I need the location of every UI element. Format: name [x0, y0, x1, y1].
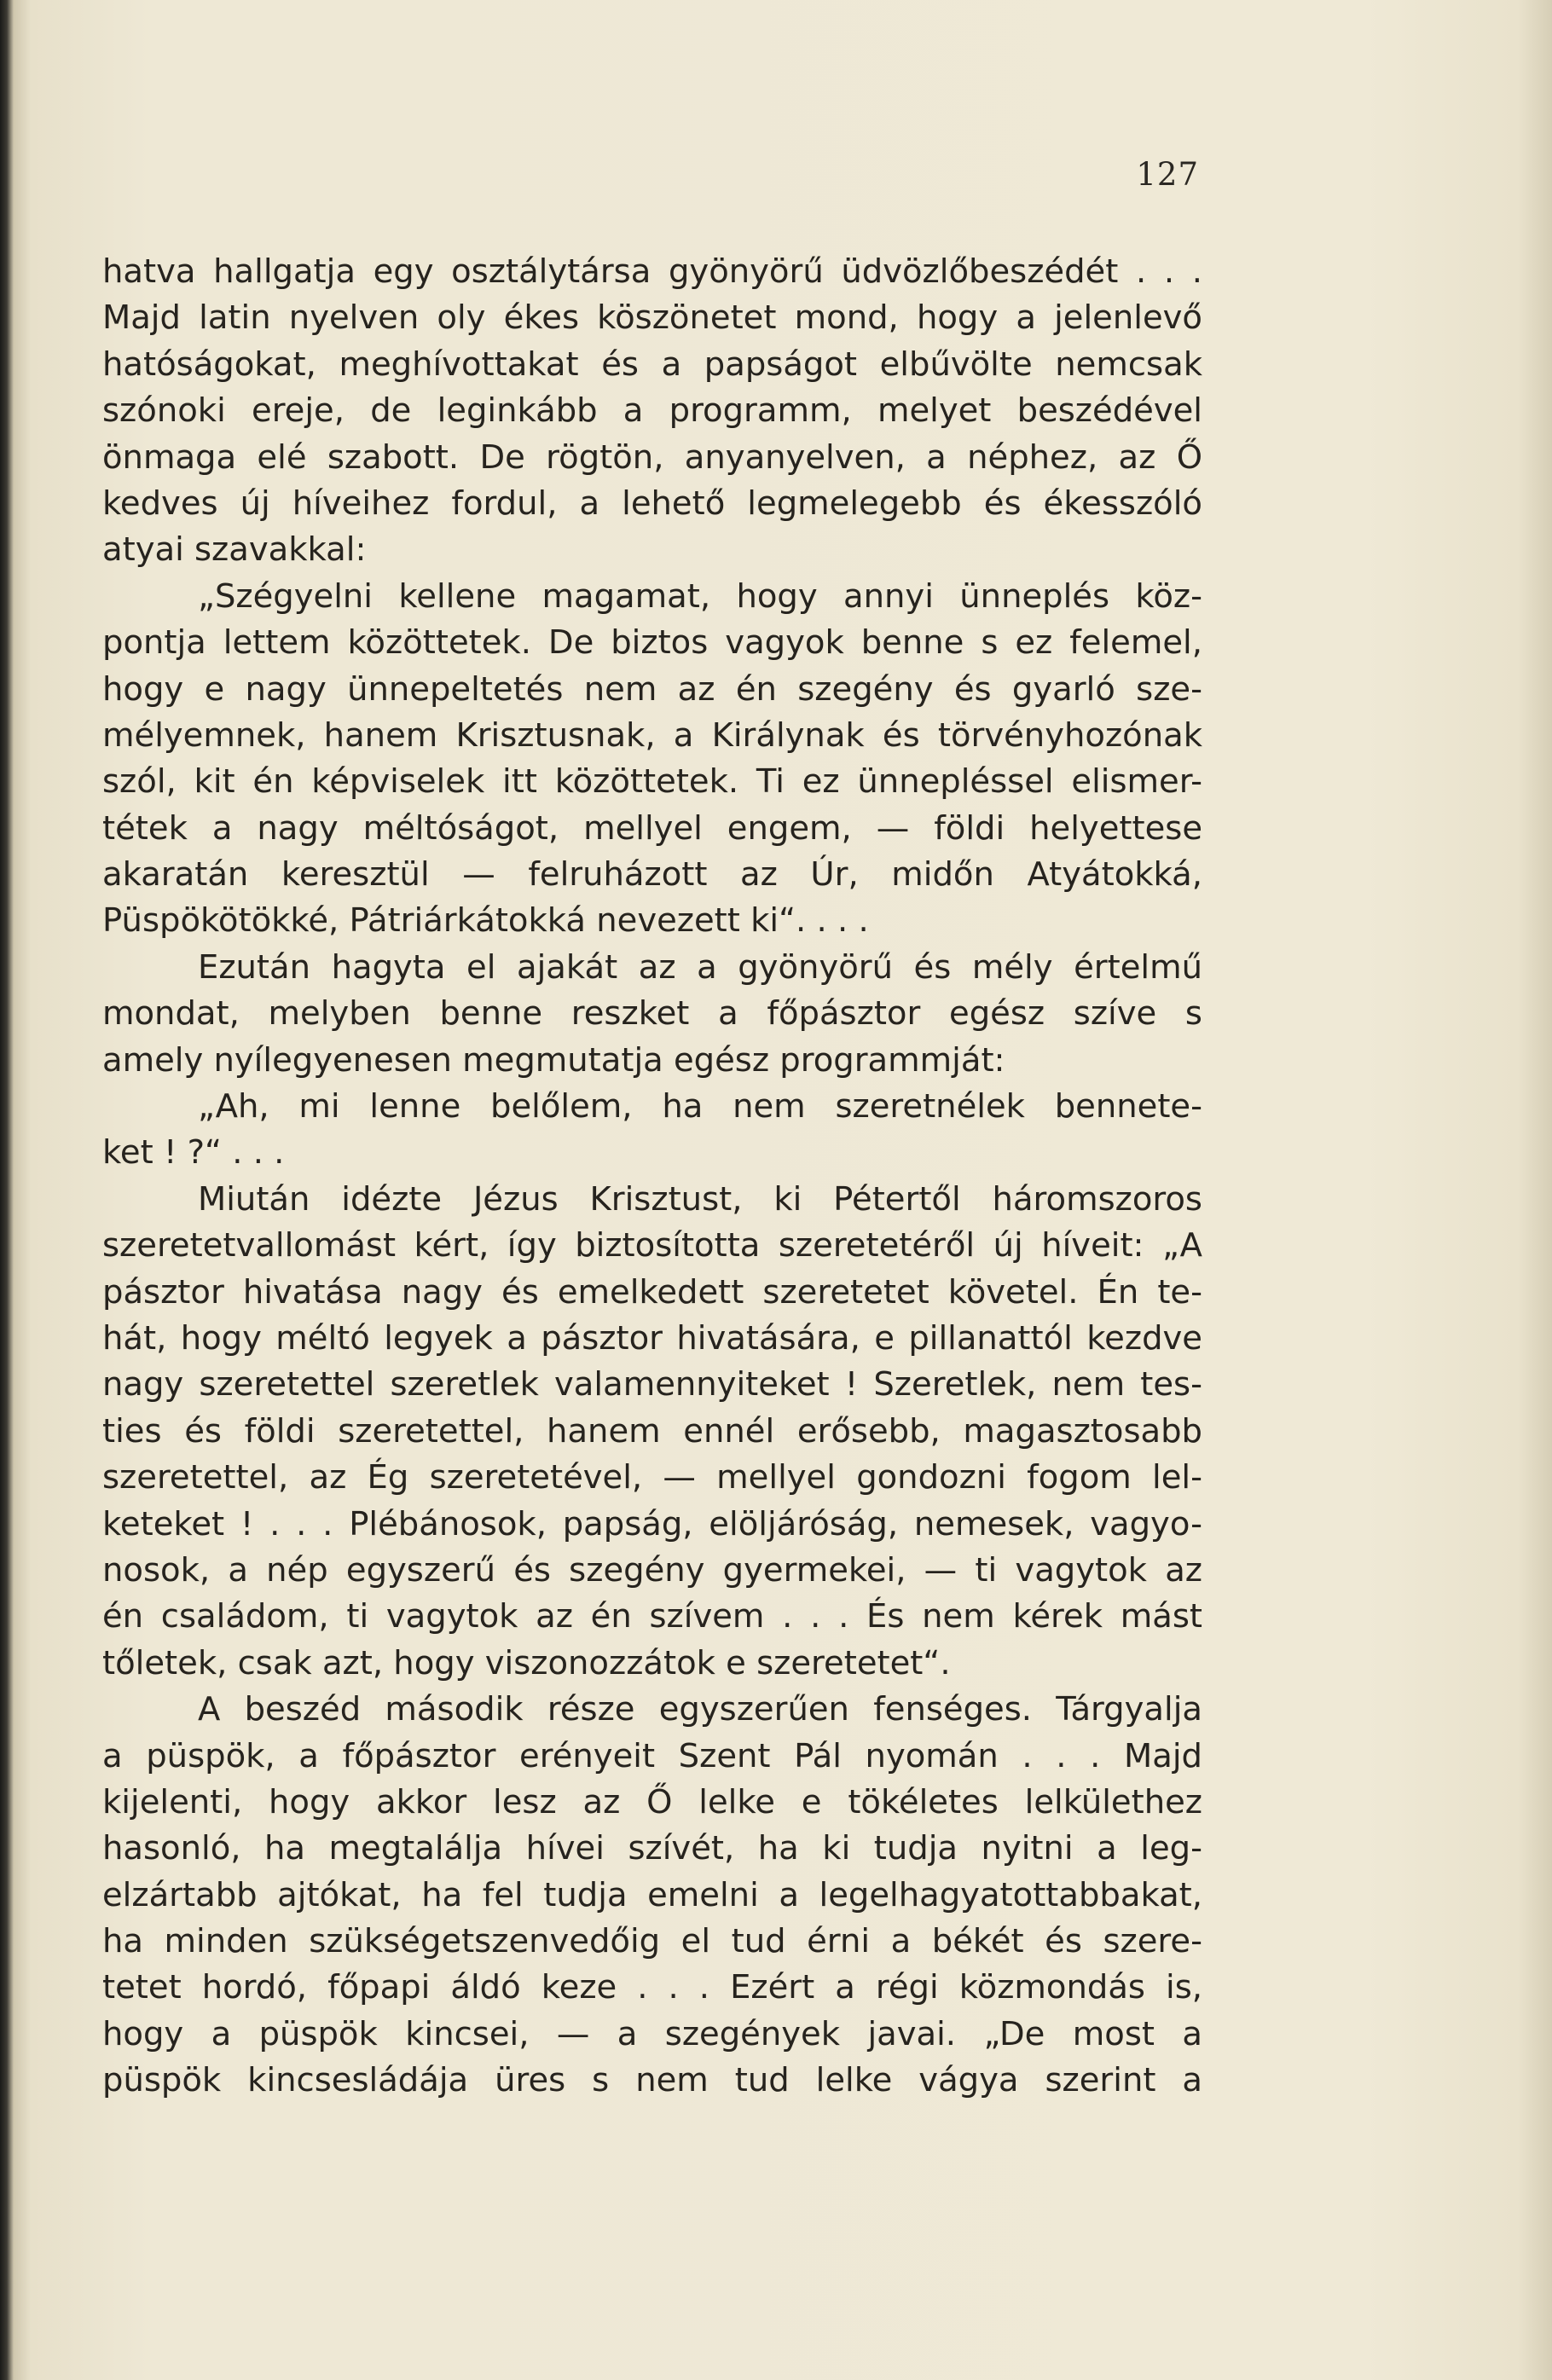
text-line: nosok, a nép egyszerű és szegény gyermekei, — ti vagytok az [102, 1550, 1202, 1590]
text-line: Miután idézte Jézus Krisztust, ki Pétertől háromszoros [198, 1179, 1202, 1219]
text-line: tetet hordó, főpapi áldó keze . . . Ezért a régi közmondás is, [102, 1968, 1202, 2007]
text-line: szól, kit én képviselek itt közöttetek. Ti ez ünnepléssel elismer- [102, 762, 1202, 802]
text-line: elzártabb ajtókat, ha fel tudja emelni a legelhagyatottabbakat, [102, 1875, 1202, 1914]
text-line: hatóságokat, meghívottakat és a papságot elbűvölte nemcsak [102, 345, 1202, 384]
text-line: hasonló, ha megtalálja hívei szívét, ha ki tudja nyitni a leg- [102, 1829, 1202, 1868]
text-line: hogy a püspök kincsei, — a szegények javai. „De most a [102, 2014, 1202, 2053]
text-line: nagy szeretettel szeretlek valamennyiteket ! Szeretlek, nem tes- [102, 1365, 1202, 1404]
text-line: amely nyílegyenesen megmutatja egész programmját: [102, 1040, 1005, 1080]
text-line: Püspökötökké, Pátriárkátokká nevezett ki“. . . . [102, 901, 869, 941]
text-line: pásztor hivatása nagy és emelkedett szeretetet követel. Én te- [102, 1272, 1202, 1312]
text-line: önmaga elé szabott. De rögtön, anyanyelven, a néphez, az Ő [102, 437, 1202, 477]
text-line: akaratán keresztül — felruházott az Úr, midőn Atyátokká, [102, 855, 1202, 895]
text-line: ha minden szükségetszenvedőig el tud érni a békét és szere- [102, 1922, 1202, 1961]
text-line: püspök kincsesládája üres s nem tud lelke vágya szerint a [102, 2061, 1202, 2100]
text-line: atyai szavakkal: [102, 530, 367, 570]
text-line: a püspök, a főpásztor erényeit Szent Pál nyomán . . . Majd [102, 1736, 1202, 1775]
text-line: ket ! ?“ . . . [102, 1133, 285, 1173]
text-line: Majd latin nyelven oly ékes köszönetet mond, hogy a jelenlevő [102, 298, 1202, 338]
text-line: szeretetvallomást kért, így biztosította szeretetéről új híveit: „A [102, 1226, 1202, 1265]
text-line: „Ah, mi lenne belőlem, ha nem szeretnélek bennete- [198, 1087, 1202, 1126]
text-line: keteket ! . . . Plébánosok, papság, elöljáróság, nemesek, vagyo- [102, 1504, 1202, 1543]
text-line: kedves új híveihez fordul, a lehető legmelegebb és ékesszóló [102, 484, 1202, 523]
text-line: hogy e nagy ünnepeltetés nem az én szegény és gyarló sze- [102, 669, 1202, 709]
page-number: 127 [1136, 156, 1199, 193]
text-line: kijelenti, hogy akkor lesz az Ő lelke e tökéletes lelkülethez [102, 1782, 1202, 1821]
text-line: ties és földi szeretettel, hanem ennél erősebb, magasztosabb [102, 1411, 1202, 1451]
text-line: pontja lettem közöttetek. De biztos vagyok benne s ez felemel, [102, 623, 1202, 663]
text-line: szónoki ereje, de leginkább a programm, melyet beszédével [102, 391, 1202, 431]
text-line: tétek a nagy méltóságot, mellyel engem, — földi helyettese [102, 808, 1202, 848]
text-line: Ezután hagyta el ajakát az a gyönyörű és mély értelmű [198, 947, 1202, 987]
text-line: tőletek, csak azt, hogy viszonozzátok e szeretetet“. [102, 1643, 951, 1682]
text-line: szeretettel, az Ég szeretetével, — mellyel gondozni fogom lel- [102, 1458, 1202, 1497]
body-text [102, 249, 1202, 2105]
text-line: A beszéd második része egyszerűen fenséges. Tárgyalja [198, 1690, 1202, 1729]
text-line: hatva hallgatja egy osztálytársa gyönyörű üdvözlőbeszédét . . . [102, 252, 1202, 291]
text-line: én családom, ti vagytok az én szívem . . . És nem kérek mást [102, 1597, 1202, 1636]
text-line: „Szégyelni kellene magamat, hogy annyi ünneplés köz- [198, 576, 1202, 616]
text-line: mondat, melyben benne reszket a főpásztor egész szíve s [102, 994, 1202, 1034]
text-line: mélyemnek, hanem Krisztusnak, a Királynak és törvényhozónak [102, 715, 1202, 755]
text-line: hát, hogy méltó legyek a pásztor hivatására, e pillanattól kezdve [102, 1318, 1202, 1358]
